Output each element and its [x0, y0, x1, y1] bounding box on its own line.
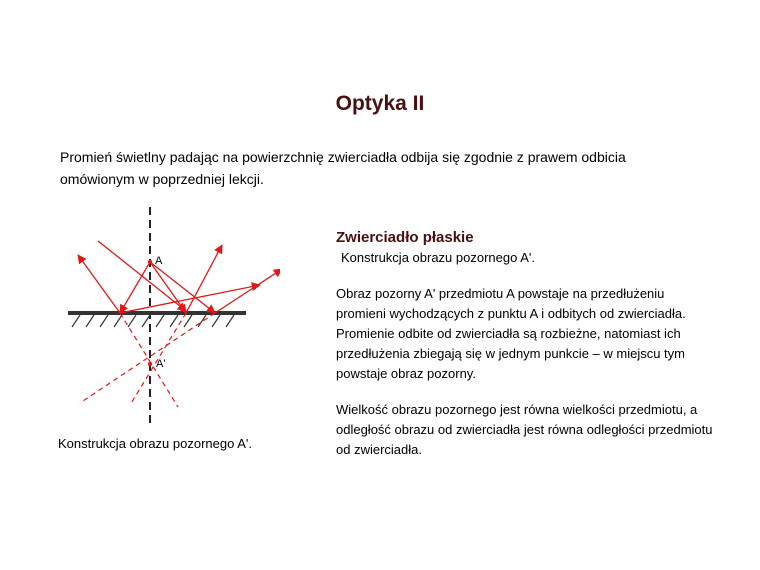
point-A-prime — [148, 362, 152, 366]
intro-text: Promień świetlny padając na powierzchnię zwierciadła odbija się zgodnie z prawem odbicia omówionym w poprzedniej lekcji. — [60, 149, 626, 187]
paragraph-image-size: Wielkość obrazu pozornego jest równa wielkości przedmiotu, a odległość obrazu od zwierciadła jest równa odległości przedmiotu od zwierciadła. — [336, 402, 713, 457]
reflected-ray-left — [78, 255, 120, 313]
section-subtitle: Konstrukcja obrazu pozornego A'. — [341, 250, 535, 265]
point-A-label: A — [155, 255, 163, 267]
plane-mirror-diagram — [50, 205, 280, 430]
reflected-ray-mid — [186, 245, 222, 313]
paragraph-image-formation: Obraz pozorny A' przedmiotu A powstaje na przedłużeniu promieni wychodzących z punktu A i odbitych od zwierciadła. Promienie odbite od zwierciadła są rozbieżne, natomiast ich przedłużenia zbiegają się w jednym punkcie – w miejscu tym powstaje obraz pozorny. — [336, 286, 686, 381]
point-A-prime-label: A' — [156, 358, 166, 370]
mirror-surface — [68, 311, 246, 315]
diagram-caption: Konstrukcja obrazu pozornego A'. — [58, 436, 252, 451]
page-title: Optyka II — [335, 92, 425, 115]
reflected-ray-right — [215, 269, 280, 313]
incoming-ray-lower — [120, 285, 260, 313]
point-A — [148, 260, 152, 264]
section-title: Zwierciadło płaskie — [336, 229, 474, 246]
mirror-hatching — [72, 315, 234, 327]
